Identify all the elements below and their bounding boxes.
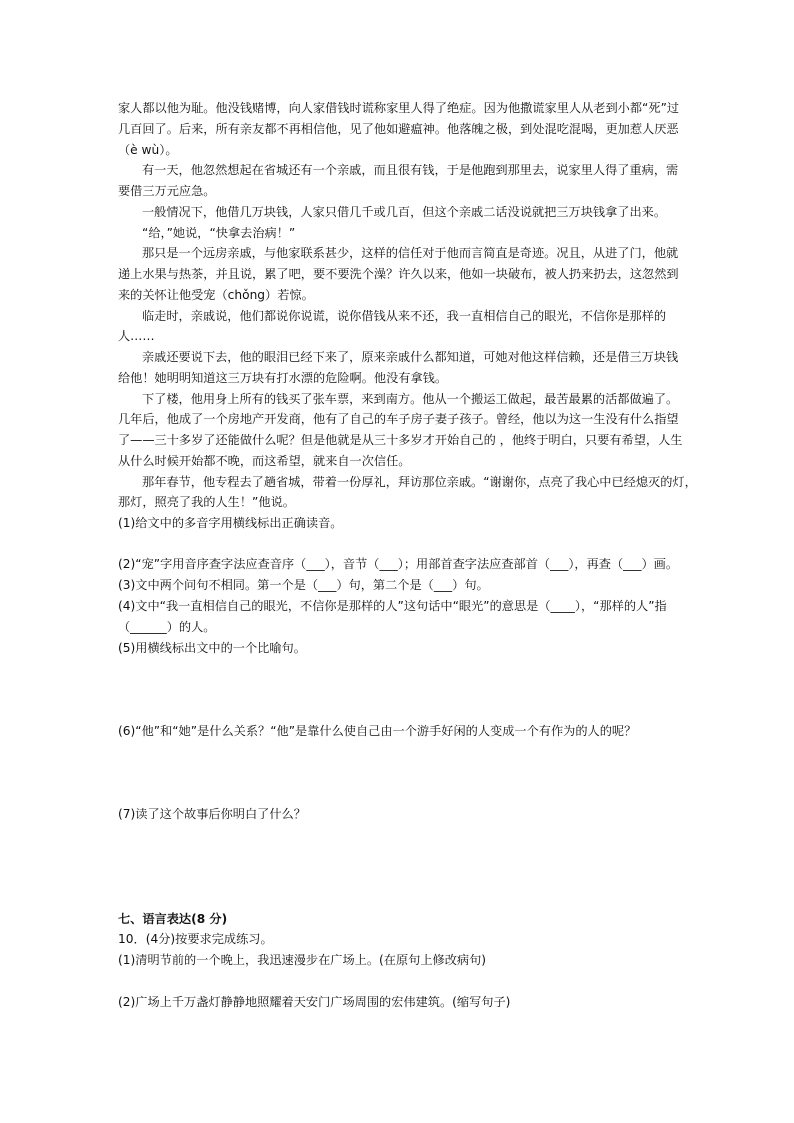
story-line: 从什么时候开始都不晚，而这希望，就来自一次信任。	[118, 454, 411, 468]
exercise-1: (1)清明节前的一个晚上，我迅速漫步在广场上。(在原句上修改病句)	[118, 953, 487, 967]
story-line: 几百回了。后来，所有亲友都不再相信他，见了他如避瘟神。他落魄之极，到处混吃混喝，更加惹人厌恶	[118, 122, 679, 136]
story-line: 那年春节，他专程去了趟省城，带着一份厚礼，拜访那位亲戚。“谢谢你，点亮了我心中已经熄灭的灯，	[142, 475, 697, 489]
story-line: 那只是一个远房亲戚，与他家联系甚少，这样的信任对于他而言简直是奇迹。况且，从进了门，他就	[142, 246, 679, 260]
story-line: 了——三十多岁了还能做什么呢？但是他就是从三十多岁才开始自己的 ，他终于明白，只要有希望，人生	[118, 433, 683, 447]
question-3: (3)文中两个问句不相同。第一个是（___）句，第二个是（___）句。	[118, 578, 489, 592]
story-line: 给他！她明明知道这三万块有打水漂的危险啊。他没有拿钱。	[118, 371, 448, 385]
question-2: (2)“宠”字用音序查字法应查音序（___），音节（___）；用部首查字法应查部首（___），再查（___）画。	[118, 557, 679, 571]
question-7: (7)读了这个故事后你明白了什么？	[118, 807, 306, 821]
story-line: 下了楼，他用身上所有的钱买了张车票，来到南方。他从一个搬运工做起，最苦最累的活都做遍了。	[142, 392, 679, 406]
story-line: “给，”她说，“快拿去治病！”	[142, 226, 296, 240]
story-line: 有一天，他忽然想起在省城还有一个亲戚，而且很有钱，于是他跑到那里去，说家里人得了重病，需	[142, 163, 679, 177]
question-4-continued: （______）的人。	[118, 620, 216, 634]
story-line: 那灯，照亮了我的人生！”他说。	[118, 495, 295, 509]
story-line: 家人都以他为耻。他没钱赌博，向人家借钱时谎称家里人得了绝症。因为他撒谎家里人从老到小都“死”过	[118, 101, 680, 115]
story-line: 临走时，亲戚说，他们都说你说谎，说你借钱从来不还，我一直相信自己的眼光，不信你是那样的	[142, 309, 667, 323]
question-6: (6)“他”和“她”是什么关系？“他”是靠什么使自己由一个游手好闲的人变成一个有作为的人的呢？	[118, 724, 637, 738]
story-line: 递上水果与热茶，并且说，累了吧，要不要洗个澡？许久以来，他如一块破布，被人扔来扔去，这忽然到	[118, 267, 679, 281]
story-line: 人……	[118, 329, 155, 343]
story-line: 亲戚还要说下去，他的眼泪已经下来了，原来亲戚什么都知道，可她对他这样信赖，还是借三万块钱	[142, 350, 679, 364]
question-5: (5)用横线标出文中的一个比喻句。	[118, 641, 306, 655]
story-line: （è wù）。	[118, 143, 178, 157]
question-1: (1)给文中的多音字用横线标出正确读音。	[118, 516, 343, 530]
item-10: 10．(4分)按要求完成练习。	[118, 932, 273, 946]
section-heading: 七、语言表达(8 分)	[118, 912, 228, 926]
story-line: 要借三万元应急。	[118, 184, 216, 198]
story-line: 一般情况下，他借几万块钱，人家只借几千或几百，但这个亲戚二话没说就把三万块钱拿了出来。	[142, 205, 667, 219]
story-line: 来的关怀让他受宠（chǒng）若惊。	[118, 288, 314, 302]
story-line: 几年后，他成了一个房地产开发商，他有了自己的车子房子妻子孩子。曾经，他以为这一生没有什么指望	[118, 412, 679, 426]
exercise-2: (2)广场上千万盏灯静静地照耀着天安门广场周围的宏伟建筑。(缩写句子)	[118, 995, 511, 1009]
question-4: (4)文中“我一直相信自己的眼光，不信你是那样的人”这句话中“眼光”的意思是（____），“那样的人”指	[118, 599, 667, 613]
